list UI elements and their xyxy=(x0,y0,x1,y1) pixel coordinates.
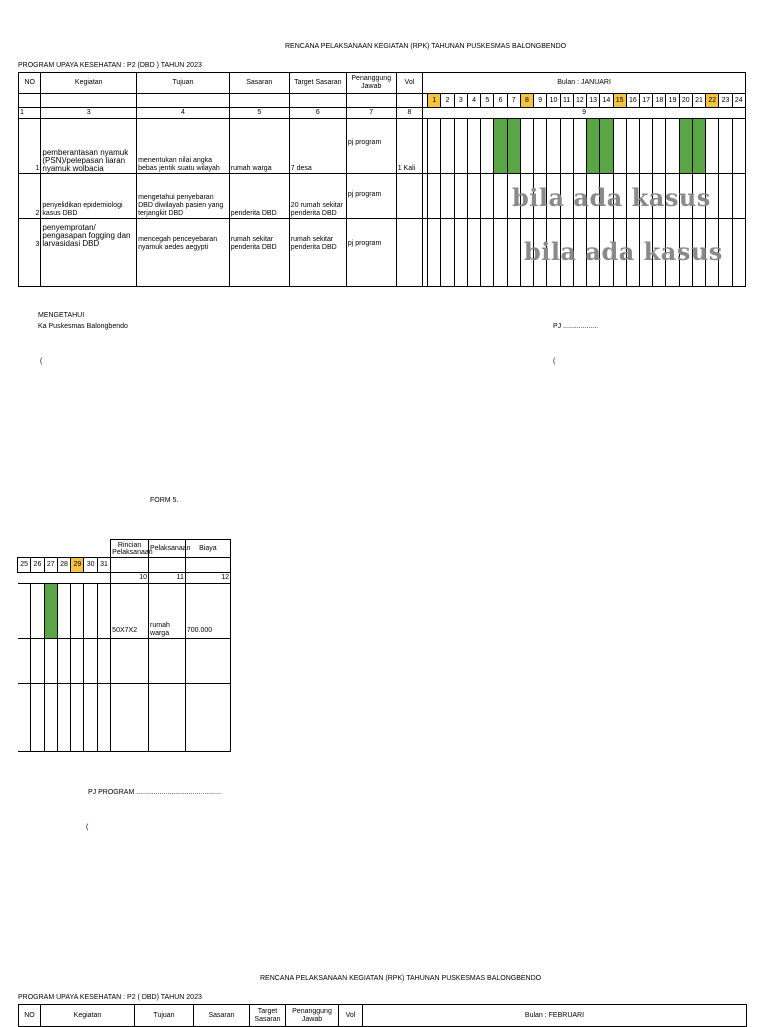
day-cell: 6 xyxy=(494,94,507,108)
day-cell: 2 xyxy=(441,94,454,108)
ka-puskesmas-label: Ka Puskesmas Balongbendo xyxy=(38,323,128,330)
program-label: PROGRAM UPAYA KESEHATAN : P2 (DBD ) TAHUN 2023 xyxy=(18,62,202,69)
row-target: 20 rumah sekitar penderita DBD xyxy=(289,174,346,219)
schedule-mark xyxy=(44,584,57,639)
col-number: 4 xyxy=(137,108,230,119)
table-row xyxy=(18,684,231,752)
schedule-mark xyxy=(692,119,705,174)
column-number-row xyxy=(18,573,231,584)
signature-paren: ( xyxy=(86,824,89,831)
row-tujuan: mencegah penceyebaran nyamuk aedes aegypti xyxy=(137,219,230,287)
day-row xyxy=(19,94,746,108)
day-cell: 25 xyxy=(18,558,31,573)
day-cell: 1 xyxy=(428,94,441,108)
row-no: 2 xyxy=(19,174,41,219)
header-bulan: Bulan : FEBRUARI xyxy=(363,1005,747,1027)
header-target: Target Sasaran xyxy=(250,1005,286,1027)
day-cell: 9 xyxy=(534,94,547,108)
row-pj: pj program xyxy=(346,174,396,219)
col-number: 3 xyxy=(41,108,137,119)
schedule-mark xyxy=(600,119,613,174)
overlay-bila-ada-kasus: bila ada kasus xyxy=(524,237,723,266)
table-row xyxy=(19,119,746,174)
row-vol xyxy=(396,174,422,219)
col-number: 8 xyxy=(396,108,422,119)
row-no: 1 xyxy=(19,119,41,174)
day-cell: 26 xyxy=(31,558,44,573)
header-sasaran: Sasaran xyxy=(194,1005,250,1027)
day-cell: 7 xyxy=(507,94,520,108)
schedule-mark xyxy=(679,119,692,174)
day-cell: 5 xyxy=(481,94,494,108)
mengetahui-label: MENGETAHUI xyxy=(38,312,85,319)
overlay-bila-ada-kasus: bila ada kasus xyxy=(512,183,711,212)
day-cell: 10 xyxy=(547,94,560,108)
header-biaya: Biaya xyxy=(185,540,230,558)
col-number: 10 xyxy=(111,573,149,584)
day-cell: 30 xyxy=(84,558,97,573)
day-cell: 27 xyxy=(44,558,57,573)
rpk-title: RENCANA PELAKSANAAN KEGIATAN (RPK) TAHUNAN PUSKESMAS BALONGBENDO xyxy=(285,43,567,50)
day-cell: 13 xyxy=(587,94,600,108)
header-rincian: Rincian Pelaksanaan xyxy=(112,541,153,556)
column-number-row xyxy=(19,108,746,119)
col-number: 5 xyxy=(229,108,289,119)
row-sasaran: penderita DBD xyxy=(229,174,289,219)
day-cell: 29 xyxy=(71,558,84,573)
form-label: FORM 5. xyxy=(150,497,179,504)
day-cell: 16 xyxy=(626,94,639,108)
day-cell: 19 xyxy=(666,94,679,108)
header-kegiatan: Kegiatan xyxy=(41,1005,135,1027)
header-sasaran: Sasaran xyxy=(229,73,289,94)
signature-paren-right: ( xyxy=(553,358,556,365)
table-row xyxy=(18,639,231,684)
day-cell: 8 xyxy=(520,94,533,108)
row-pj: pj program xyxy=(346,219,396,287)
day-cell: 17 xyxy=(639,94,652,108)
program-label: PROGRAM UPAYA KESEHATAN : P2 ( DBD) TAHUN 2023 xyxy=(18,994,202,1001)
header-pelaksana: Pelaksanaan xyxy=(149,540,186,558)
day-cell: 14 xyxy=(600,94,613,108)
day-cell: 12 xyxy=(573,94,586,108)
header-no: NO xyxy=(19,1005,41,1027)
row-biaya: 700.000 xyxy=(185,584,230,639)
schedule-mark xyxy=(494,119,507,174)
header-no: NO xyxy=(19,73,41,94)
col-number: 11 xyxy=(149,573,186,584)
day-cell: 4 xyxy=(467,94,480,108)
header-bulan: Bulan : JANUARI xyxy=(423,73,746,94)
row-kegiatan: penyelidikan epidemiologi kasus DBD xyxy=(41,174,137,219)
signature-paren-left: ( xyxy=(40,358,43,365)
header-vol: Vol xyxy=(339,1005,363,1027)
day-cell: 15 xyxy=(613,94,626,108)
day-cell: 3 xyxy=(454,94,467,108)
header-pj: Penanggung Jawab xyxy=(346,73,396,94)
row-tujuan: mengetahui penyebaran DBD diwilayah pasien yang terjangkit DBD xyxy=(137,174,230,219)
header-pj: Penanggung Jawab xyxy=(286,1005,339,1027)
row-kegiatan: penyemprotan/ pengasapan fogging dan larvasidasi DBD xyxy=(41,219,137,287)
row-target: 7 desa xyxy=(289,119,346,174)
day-cell: 23 xyxy=(719,94,732,108)
row-target: rumah sekitar penderita DBD xyxy=(289,219,346,287)
header-kegiatan: Kegiatan xyxy=(41,73,137,94)
rpk-title: RENCANA PELAKSANAAN KEGIATAN (RPK) TAHUNAN PUSKESMAS BALONGBENDO xyxy=(260,975,542,982)
header-vol: Vol xyxy=(396,73,422,94)
col-number: 12 xyxy=(185,573,230,584)
row-rincian: 50X7X2 xyxy=(111,584,149,639)
col-number: 9 xyxy=(423,108,746,119)
day-row xyxy=(18,558,231,573)
row-no: 3 xyxy=(19,219,41,287)
table-row xyxy=(18,584,231,639)
row-sasaran: rumah sekitar penderita DBD xyxy=(229,219,289,287)
rpk-table-february xyxy=(18,1004,747,1027)
row-vol xyxy=(396,219,422,287)
col-number: 6 xyxy=(289,108,346,119)
day-cell: 11 xyxy=(560,94,573,108)
row-pelaksana: rumah warga xyxy=(149,584,186,639)
rpk-table-continuation xyxy=(17,539,231,752)
row-sasaran: rumah warga xyxy=(229,119,289,174)
row-vol: 1 Kali xyxy=(396,119,422,174)
day-cell: 28 xyxy=(57,558,70,573)
row-tujuan: menentukan nilai angka bebas jentik suatu wilayah xyxy=(137,119,230,174)
day-cell: 21 xyxy=(692,94,705,108)
day-cell: 18 xyxy=(653,94,666,108)
col-number: 7 xyxy=(346,108,396,119)
row-pj: pj program xyxy=(346,119,396,174)
day-cell: 22 xyxy=(706,94,719,108)
header-tujuan: Tujuan xyxy=(135,1005,194,1027)
pj-dots-label: PJ .................. xyxy=(553,323,599,330)
pj-program-label: PJ PROGRAM ............................................ xyxy=(88,789,222,796)
day-cell: 24 xyxy=(732,94,745,108)
day-cell: 20 xyxy=(679,94,692,108)
header-tujuan: Tujuan xyxy=(137,73,230,94)
schedule-mark xyxy=(507,119,520,174)
schedule-mark xyxy=(587,119,600,174)
day-cell: 31 xyxy=(97,558,110,573)
col-number: 1 xyxy=(19,108,41,119)
header-target: Target Sasaran xyxy=(289,73,346,94)
row-kegiatan: pemberantasan nyamuk (PSN)/pelepasan liaran nyamuk wolbacia xyxy=(41,119,137,174)
